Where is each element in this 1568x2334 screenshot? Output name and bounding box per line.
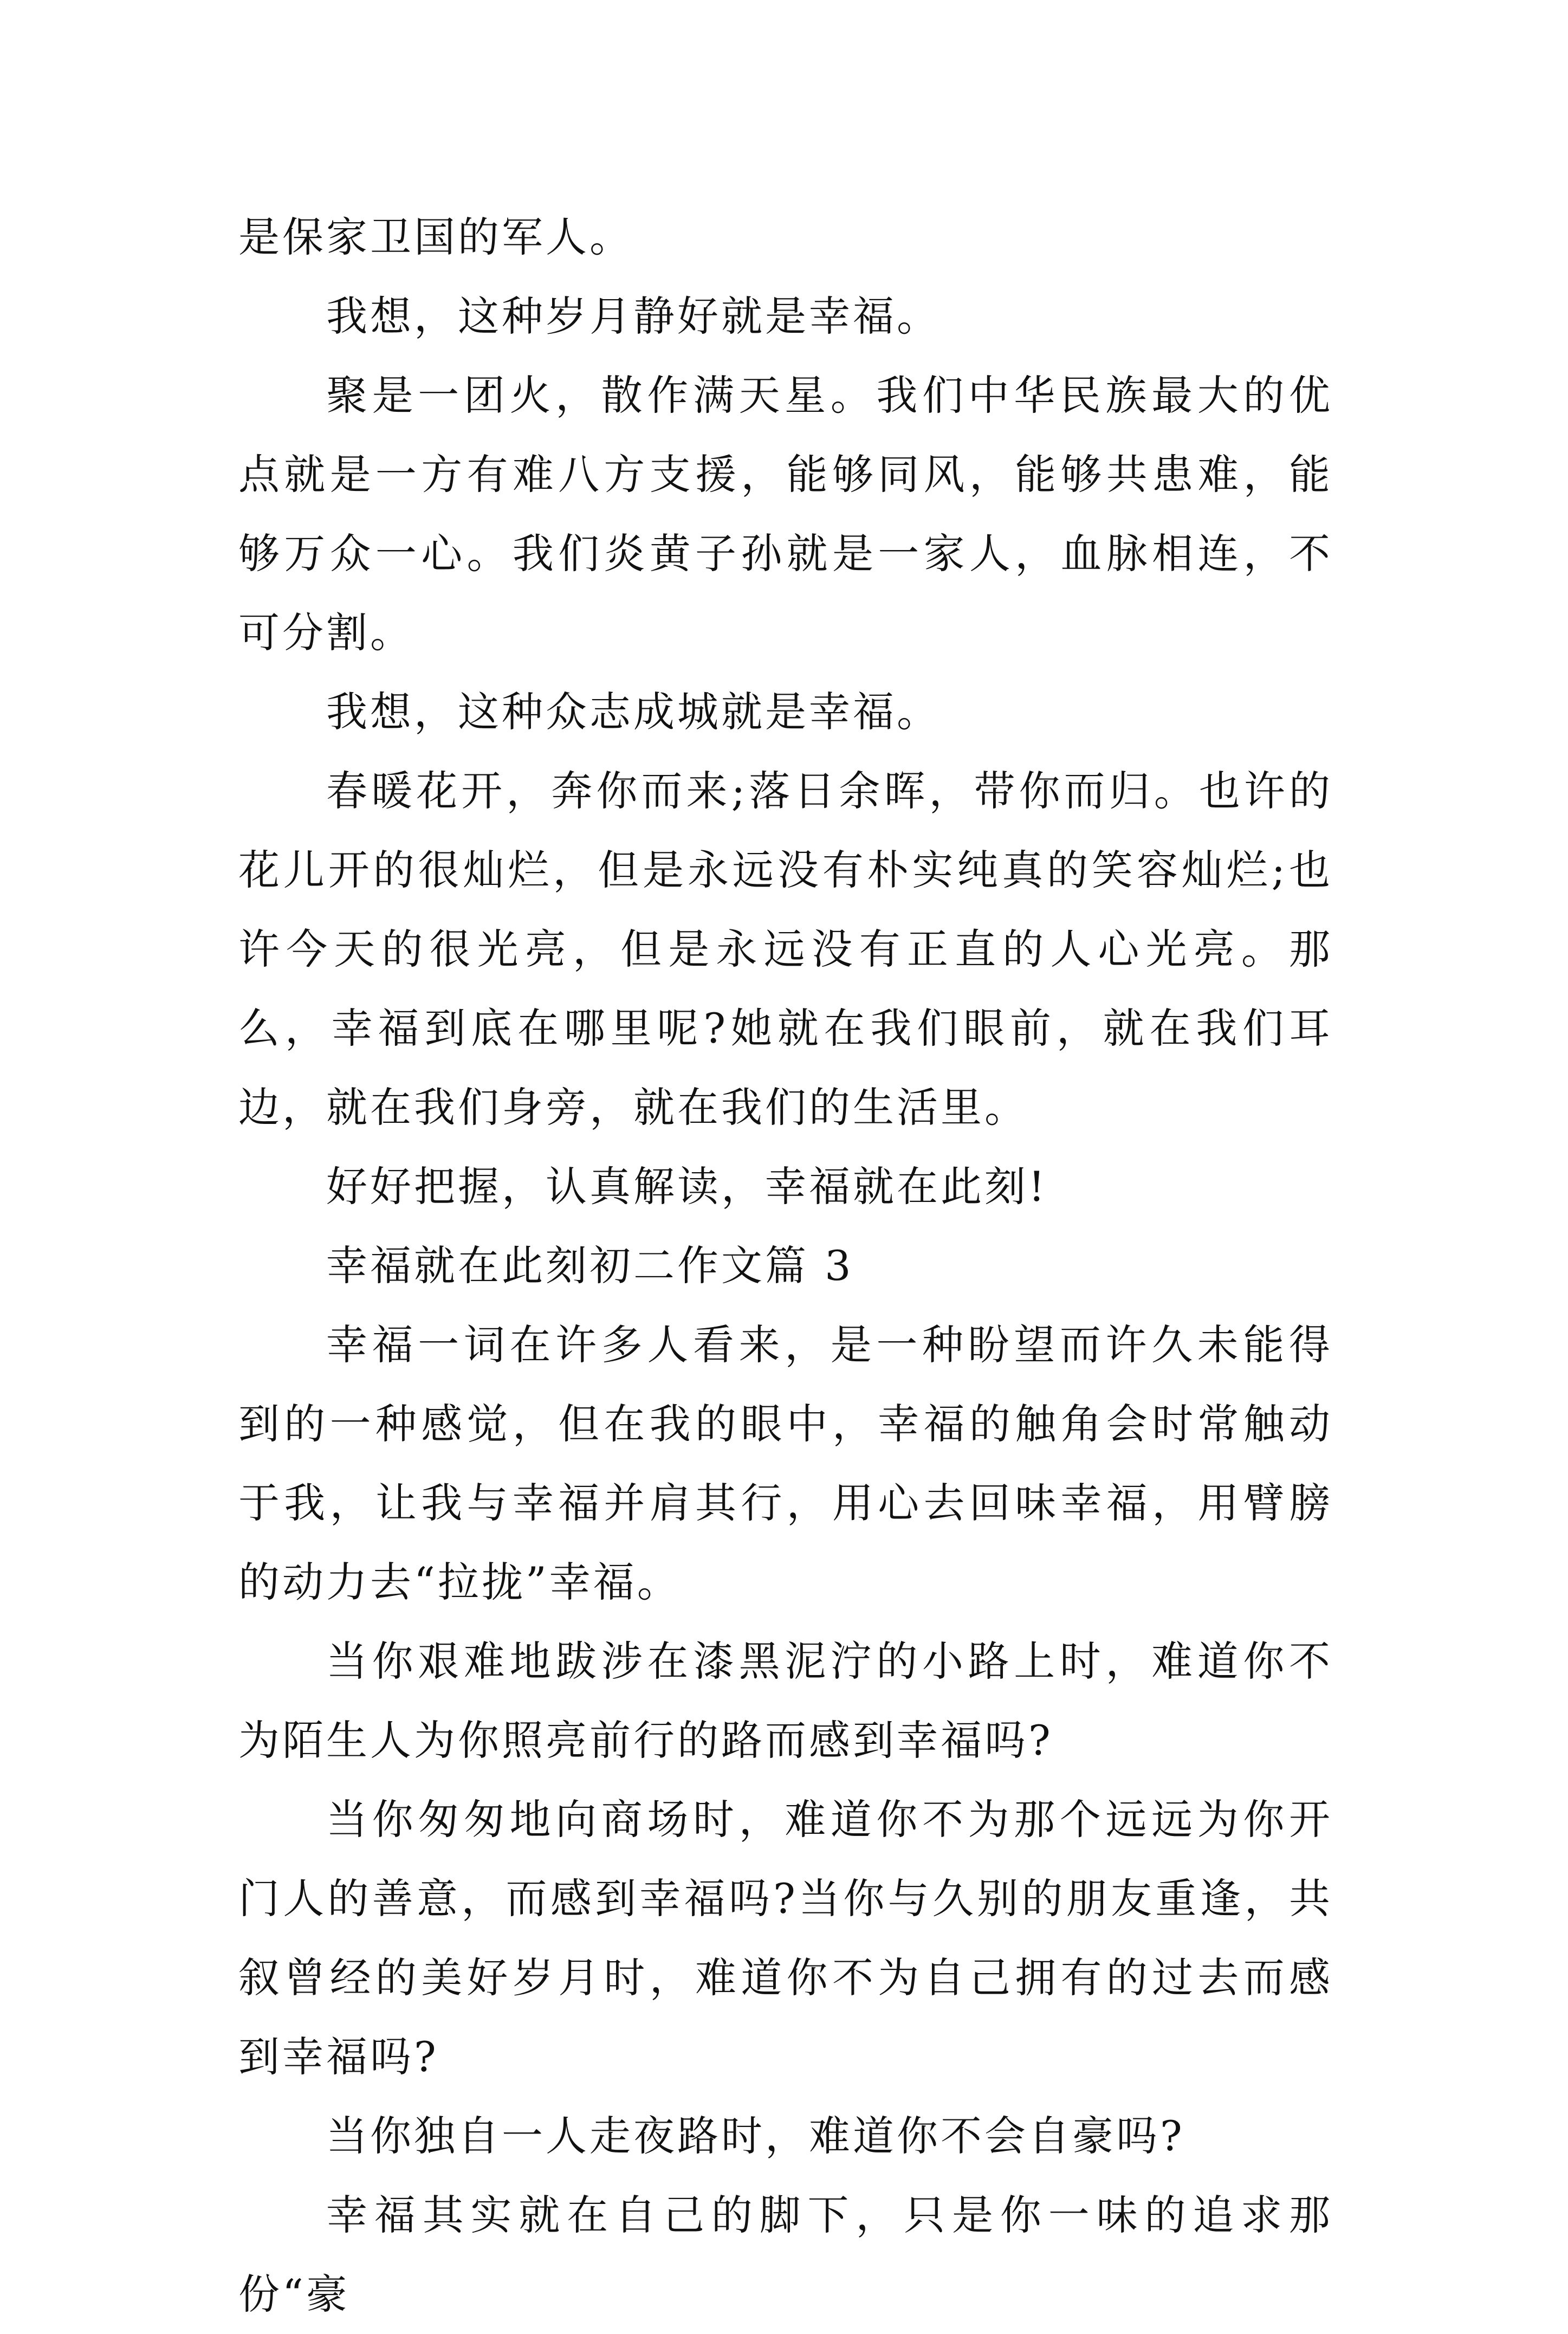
paragraph: 我想，这种众志成城就是幸福。 <box>326 688 941 736</box>
paragraph: 好好把握，认真解读，幸福就在此刻! <box>326 1162 1048 1211</box>
paragraph: 聚是一团火，散作满天星。我们中华民族最大的优点就是一方有难八方支援，能够同风，能够共患难，能够万众一心。我们炎黄子孙就是一家人，血脉相连，不可分割。 <box>238 371 1333 657</box>
paragraph: 当你独自一人走夜路时，难道你不会自豪吗? <box>326 2112 1185 2160</box>
paragraph: 幸福一词在许多人看来，是一种盼望而许久未能得到的一种感觉，但在我的眼中，幸福的触角会时常触动于我，让我与幸福并肩其行，用心去回味幸福，用臂膀的动力去“拉拢”幸福。 <box>238 1321 1333 1606</box>
paragraph-truncated: 幸福其实就在自己的脚下，只是你一味的追求那份“豪 <box>238 2191 1333 2318</box>
paragraph: 当你匆匆地向商场时，难道你不为那个远远为你开门人的善意，而感到幸福吗?当你与久别的朋友重逢，共叙曾经的美好岁月时，难道你不为自己拥有的过去而感到幸福吗? <box>238 1795 1333 2081</box>
paragraph: 春暖花开，奔你而来;落日余晖，带你而归。也许的花儿开的很灿烂，但是永远没有朴实纯真的笑容灿烂;也许今天的很光亮，但是永远没有正直的人心光亮。那么，幸福到底在哪里呢?她就在我们眼前，就在我们耳边，就在我们身旁，就在我们的生活里。 <box>238 767 1333 1132</box>
section-heading: 幸福就在此刻初二作文篇 3 <box>326 1242 854 1290</box>
paragraph: 当你艰难地跋涉在漆黑泥泞的小路上时，难道你不为陌生人为你照亮前行的路而感到幸福吗? <box>238 1637 1333 1764</box>
essay-body <box>238 198 1333 2334</box>
paragraph-continuation: 是保家卫国的军人。 <box>238 213 633 261</box>
paragraph: 我想，这种岁月静好就是幸福。 <box>326 292 941 340</box>
